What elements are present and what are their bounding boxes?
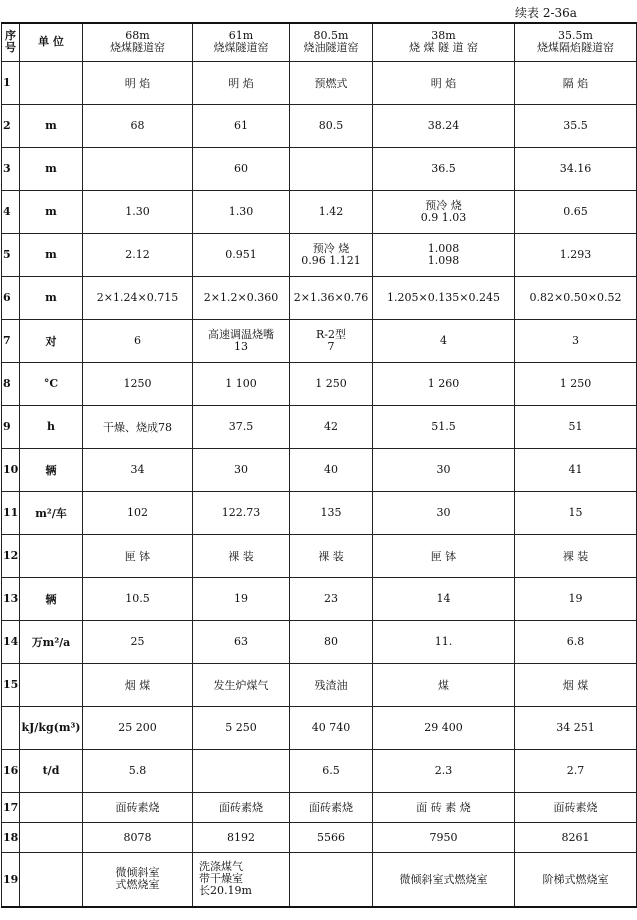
cell-col-3: 1 250 xyxy=(290,362,373,405)
cell-col-2: 2×1.2×0.360 xyxy=(193,276,290,319)
cell-col-3: 135 xyxy=(290,491,373,534)
row-unit: kJ/kg(m³) xyxy=(20,706,83,749)
table-row xyxy=(2,534,637,577)
cell-col-4: 11. xyxy=(373,620,515,663)
cell-col-3: 预燃式 xyxy=(290,61,373,104)
row-seq: 3 xyxy=(2,147,20,190)
cell-col-3 xyxy=(290,852,373,907)
cell-col-2 xyxy=(193,319,290,362)
cell-col-2: 60 xyxy=(193,147,290,190)
cell-line: 1.098 xyxy=(427,253,460,267)
cell-col-1: 25 xyxy=(83,620,193,663)
table-row xyxy=(2,233,637,276)
cell-col-2: 1.30 xyxy=(193,190,290,233)
cell-col-4: 微倾斜室式燃烧室 xyxy=(373,852,515,907)
cell-col-2: 面砖素烧 xyxy=(193,792,290,822)
row-unit: m²/车 xyxy=(20,491,83,534)
cell-col-4: 明 焰 xyxy=(373,61,515,104)
kiln-spec-table xyxy=(1,22,637,908)
cell-col-1: 8078 xyxy=(83,822,193,852)
row-unit: h xyxy=(20,405,83,448)
row-seq: 14 xyxy=(2,620,20,663)
cell-col-1: 2.12 xyxy=(83,233,193,276)
cell-col-2: 0.951 xyxy=(193,233,290,276)
row-seq: 17 xyxy=(2,792,20,822)
row-seq: 11 xyxy=(2,491,20,534)
cell-col-3: 裸 装 xyxy=(290,534,373,577)
cell-col-4: 1 260 xyxy=(373,362,515,405)
row-unit xyxy=(20,792,83,822)
cell-col-2 xyxy=(193,749,290,792)
table-row xyxy=(2,448,637,491)
cell-col-3 xyxy=(290,233,373,276)
row-seq xyxy=(2,706,20,749)
table-row xyxy=(2,104,637,147)
row-seq: 16 xyxy=(2,749,20,792)
row-unit xyxy=(20,852,83,907)
cell-col-1: 面砖素烧 xyxy=(83,792,193,822)
cell-line: 0.9 1.03 xyxy=(420,210,467,224)
row-seq: 6 xyxy=(2,276,20,319)
cell-col-5: 阶梯式燃烧室 xyxy=(515,852,637,907)
cell-col-2: 明 焰 xyxy=(193,61,290,104)
header-seq: 序号 xyxy=(2,23,20,61)
cell-col-1: 5.8 xyxy=(83,749,193,792)
cell-col-4: 1.205×0.135×0.245 xyxy=(373,276,515,319)
cell-col-5: 51 xyxy=(515,405,637,448)
cell-col-4: 30 xyxy=(373,491,515,534)
row-seq: 18 xyxy=(2,822,20,852)
cell-col-5: 隔 焰 xyxy=(515,61,637,104)
cell-line: 带干燥室 xyxy=(199,872,243,886)
cell-col-4: 30 xyxy=(373,448,515,491)
header-col-3: 80.5m 烧油隧道窑 xyxy=(290,23,373,61)
cell-col-1: 10.5 xyxy=(83,577,193,620)
row-unit xyxy=(20,822,83,852)
row-unit: m xyxy=(20,233,83,276)
cell-col-2: 裸 装 xyxy=(193,534,290,577)
continuation-label: 续表 2-36a xyxy=(515,6,577,20)
header-col-1: 68m 烧煤隧道窑 xyxy=(83,23,193,61)
cell-col-3: 2×1.36×0.76 xyxy=(290,276,373,319)
cell-line: R-2型 xyxy=(316,327,346,341)
cell-col-2: 19 xyxy=(193,577,290,620)
cell-col-5: 0.65 xyxy=(515,190,637,233)
cell-line: 高速调温烧嘴 xyxy=(208,327,274,341)
table-row xyxy=(2,792,637,822)
row-seq: 2 xyxy=(2,104,20,147)
cell-col-4: 匣 钵 xyxy=(373,534,515,577)
cell-col-5: 1.293 xyxy=(515,233,637,276)
cell-col-5: 2.7 xyxy=(515,749,637,792)
cell-line: 7 xyxy=(327,339,335,353)
row-seq: 9 xyxy=(2,405,20,448)
cell-col-5: 19 xyxy=(515,577,637,620)
cell-col-4: 29 400 xyxy=(373,706,515,749)
row-unit xyxy=(20,663,83,706)
cell-col-2: 30 xyxy=(193,448,290,491)
header-col-4: 38m 烧 煤 隧 道 窑 xyxy=(373,23,515,61)
cell-col-5: 15 xyxy=(515,491,637,534)
table-row xyxy=(2,620,637,663)
cell-line: 13 xyxy=(234,339,248,353)
cell-col-1: 明 焰 xyxy=(83,61,193,104)
cell-line: 预冷 烧 xyxy=(312,241,350,255)
row-unit: 万m²/a xyxy=(20,620,83,663)
row-unit: m xyxy=(20,276,83,319)
row-unit: t/d xyxy=(20,749,83,792)
table-row xyxy=(2,319,637,362)
cell-col-3: 40 xyxy=(290,448,373,491)
cell-line: 洗涤煤气 xyxy=(199,860,243,874)
cell-col-3: 6.5 xyxy=(290,749,373,792)
cell-col-4 xyxy=(373,190,515,233)
cell-col-1 xyxy=(83,147,193,190)
cell-col-1: 匣 钵 xyxy=(83,534,193,577)
row-unit: m xyxy=(20,104,83,147)
cell-col-5: 35.5 xyxy=(515,104,637,147)
cell-col-1: 2×1.24×0.715 xyxy=(83,276,193,319)
cell-col-4 xyxy=(373,233,515,276)
row-seq: 15 xyxy=(2,663,20,706)
cell-col-5: 0.82×0.50×0.52 xyxy=(515,276,637,319)
row-seq: 19 xyxy=(2,852,20,907)
row-unit: 对 xyxy=(20,319,83,362)
cell-col-4: 面 砖 素 烧 xyxy=(373,792,515,822)
cell-col-4: 4 xyxy=(373,319,515,362)
cell-col-1: 6 xyxy=(83,319,193,362)
cell-col-1: 1250 xyxy=(83,362,193,405)
table-row xyxy=(2,491,637,534)
cell-col-4: 51.5 xyxy=(373,405,515,448)
cell-line: 1.008 xyxy=(427,241,460,255)
row-seq: 13 xyxy=(2,577,20,620)
cell-col-5: 34 251 xyxy=(515,706,637,749)
cell-col-2: 63 xyxy=(193,620,290,663)
cell-col-2: 1 100 xyxy=(193,362,290,405)
table-row xyxy=(2,190,637,233)
cell-col-5: 8261 xyxy=(515,822,637,852)
cell-col-5: 裸 装 xyxy=(515,534,637,577)
cell-col-2 xyxy=(193,852,290,907)
cell-col-5: 3 xyxy=(515,319,637,362)
table-body xyxy=(2,61,637,907)
cell-col-2: 122.73 xyxy=(193,491,290,534)
cell-col-4: 36.5 xyxy=(373,147,515,190)
header-row xyxy=(2,23,637,61)
cell-col-2: 5 250 xyxy=(193,706,290,749)
cell-col-2: 61 xyxy=(193,104,290,147)
table-row xyxy=(2,663,637,706)
row-unit xyxy=(20,534,83,577)
cell-col-2: 8192 xyxy=(193,822,290,852)
cell-col-3: 40 740 xyxy=(290,706,373,749)
cell-col-4: 煤 xyxy=(373,663,515,706)
cell-col-3: 42 xyxy=(290,405,373,448)
cell-col-3: 面砖素烧 xyxy=(290,792,373,822)
row-unit: °C xyxy=(20,362,83,405)
cell-col-4: 2.3 xyxy=(373,749,515,792)
cell-col-4: 14 xyxy=(373,577,515,620)
row-seq: 10 xyxy=(2,448,20,491)
cell-col-5: 34.16 xyxy=(515,147,637,190)
table-row xyxy=(2,749,637,792)
cell-col-1: 干燥、烧成78 xyxy=(83,405,193,448)
cell-col-1 xyxy=(83,852,193,907)
table-row xyxy=(2,147,637,190)
table-row xyxy=(2,822,637,852)
cell-col-3: 残渣油 xyxy=(290,663,373,706)
row-seq: 7 xyxy=(2,319,20,362)
table-row xyxy=(2,61,637,104)
table-row xyxy=(2,362,637,405)
cell-col-2: 37.5 xyxy=(193,405,290,448)
cell-col-1: 34 xyxy=(83,448,193,491)
cell-col-3: 80.5 xyxy=(290,104,373,147)
cell-col-5: 6.8 xyxy=(515,620,637,663)
cell-col-1: 68 xyxy=(83,104,193,147)
cell-col-5: 1 250 xyxy=(515,362,637,405)
cell-col-4: 38.24 xyxy=(373,104,515,147)
cell-col-5: 41 xyxy=(515,448,637,491)
row-seq: 1 xyxy=(2,61,20,104)
cell-line: 式燃烧室 xyxy=(115,878,160,892)
cell-col-5: 烟 煤 xyxy=(515,663,637,706)
cell-col-3: 23 xyxy=(290,577,373,620)
cell-col-1: 102 xyxy=(83,491,193,534)
cell-col-3: 1.42 xyxy=(290,190,373,233)
cell-col-3: 80 xyxy=(290,620,373,663)
cell-line: 预冷 烧 xyxy=(425,198,462,212)
cell-col-3 xyxy=(290,147,373,190)
row-unit: m xyxy=(20,190,83,233)
cell-col-5: 面砖素烧 xyxy=(515,792,637,822)
row-seq: 4 xyxy=(2,190,20,233)
row-seq: 5 xyxy=(2,233,20,276)
table-row xyxy=(2,276,637,319)
header-col-2: 61m 烧煤隧道窑 xyxy=(193,23,290,61)
row-unit xyxy=(20,61,83,104)
cell-col-1: 烟 煤 xyxy=(83,663,193,706)
cell-col-4: 7950 xyxy=(373,822,515,852)
cell-col-1: 1.30 xyxy=(83,190,193,233)
cell-line: 微倾斜室 xyxy=(115,866,160,880)
cell-col-3 xyxy=(290,319,373,362)
cell-line: 0.96 1.121 xyxy=(301,253,361,267)
row-unit: 辆 xyxy=(20,448,83,491)
table-row xyxy=(2,405,637,448)
cell-col-1: 25 200 xyxy=(83,706,193,749)
cell-col-2: 发生炉煤气 xyxy=(193,663,290,706)
header-unit: 单 位 xyxy=(20,23,83,61)
table-row xyxy=(2,577,637,620)
cell-line: 长20.19m xyxy=(199,884,252,898)
table-row xyxy=(2,706,637,749)
header-col-5: 35.5m 烧煤隔焰隧道窑 xyxy=(515,23,637,61)
row-unit: m xyxy=(20,147,83,190)
row-unit: 辆 xyxy=(20,577,83,620)
cell-col-3: 5566 xyxy=(290,822,373,852)
row-seq: 8 xyxy=(2,362,20,405)
row-seq: 12 xyxy=(2,534,20,577)
table-row xyxy=(2,852,637,907)
